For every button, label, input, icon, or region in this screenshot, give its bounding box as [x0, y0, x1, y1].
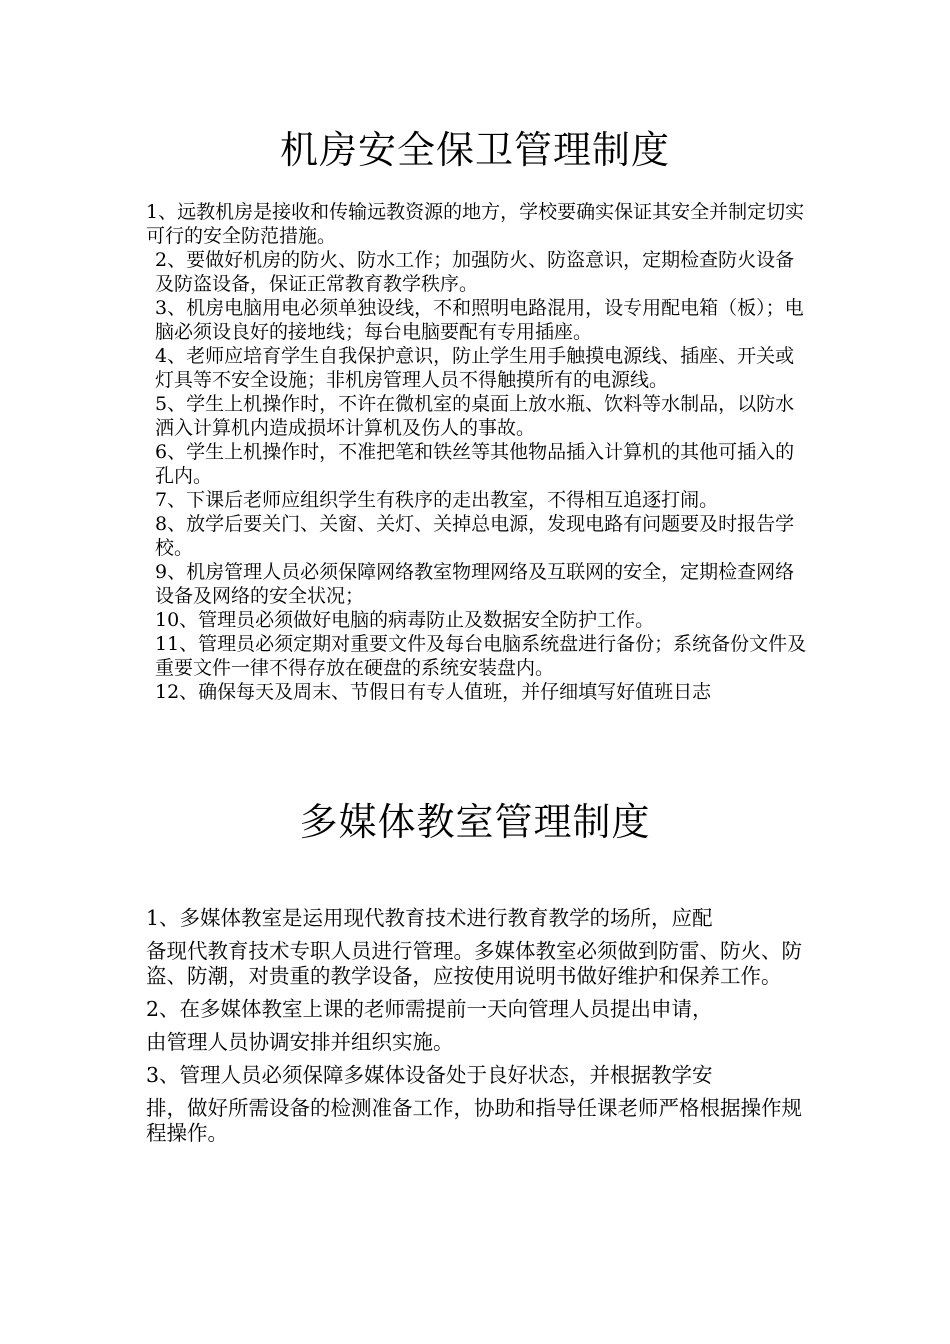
multimedia-rule-1-first-line: 1、多媒体教室是运用现代教育技术进行教育教学的场所，应配	[146, 906, 713, 930]
title-multimedia-classroom: 多媒体教室管理制度	[299, 800, 651, 844]
rule-item-7: 7、下课后老师应组织学生有秩序的走出教室，不得相互追逐打闹。	[155, 489, 719, 511]
title-computer-room-security: 机房安全保卫管理制度	[279, 128, 670, 172]
rule-item-3: 3、机房电脑用电必须单独设线，不和照明电路混用，设专用配电箱（板）；电脑必须设良好的接地线；每台电脑要配有专用插座。	[155, 297, 804, 343]
multimedia-rule-3	[146, 1063, 812, 1146]
multimedia-rule-3-rest: 排，做好所需设备的检测准备工作，协助和指导任课老师严格根据操作规程操作。	[146, 1096, 802, 1145]
rule-item-5: 5、学生上机操作时，不许在微机室的桌面上放水瓶、饮料等水制品，以防水洒入计算机内造成损坏计算机及伤人的事故。	[155, 393, 795, 439]
rule-item-9: 9、机房管理人员必须保障网络教室物理网络及互联网的安全，定期检查网络设备及网络的安全状况；	[155, 561, 795, 607]
section-computer-room-rules	[146, 200, 812, 704]
multimedia-rule-2	[146, 997, 812, 1055]
multimedia-rule-1-rest: 备现代教育技术专职人员进行管理。多媒体教室必须做到防雷、防火、防盗、防潮，对贵重的教学设备，应按使用说明书做好维护和保养工作。	[146, 939, 802, 988]
rule-item-4: 4、老师应培育学生自我保护意识，防止学生用手触摸电源线、插座、开关或灯具等不安全设施；非机房管理人员不得触摸所有的电源线。	[155, 345, 795, 391]
multimedia-rule-1	[146, 906, 812, 989]
multimedia-rule-2-rest: 由管理人员协调安排并组织实施。	[146, 1030, 454, 1054]
rule-item-2: 2、要做好机房的防火、防水工作；加强防火、防盗意识，定期检查防火设备及防盗设备，保证正常教育教学秩序。	[155, 249, 795, 295]
rule-item-8: 8、放学后要关门、关窗、关灯、关掉总电源，发现电路有问题要及时报告学校。	[155, 513, 795, 559]
multimedia-rule-3-first-line: 3、管理人员必须保障多媒体设备处于良好状态，并根据教学安	[146, 1063, 713, 1087]
rule-item-1: 1、远教机房是接收和传输远教资源的地方，学校要确实保证其安全并制定切实可行的安全防范措施。	[146, 201, 805, 247]
rule-item-10: 10、管理员必须做好电脑的病毒防止及数据安全防护工作。	[155, 609, 655, 631]
multimedia-rule-2-first-line: 2、在多媒体教室上课的老师需提前一天向管理人员提出申请，	[146, 997, 713, 1021]
section-multimedia-rules	[146, 906, 812, 1146]
rule-item-6: 6、学生上机操作时，不准把笔和铁丝等其他物品插入计算机的其他可插入的孔内。	[155, 441, 795, 487]
rule-item-11: 11、管理员必须定期对重要文件及每台电脑系统盘进行备份；系统备份文件及重要文件一律不得存放在硬盘的系统安装盘内。	[155, 633, 807, 679]
rule-item-12: 12、确保每天及周末、节假日有专人值班，并仔细填写好值班日志	[155, 681, 712, 703]
